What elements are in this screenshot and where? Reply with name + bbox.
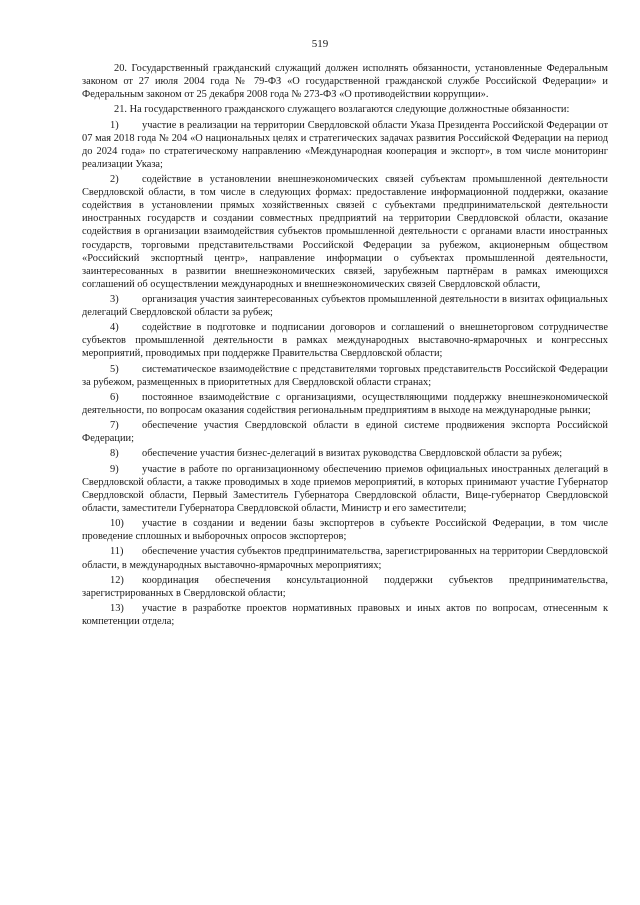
paragraph-text: 20. Государственный гражданский служащий должен исполнять обязанности, установленные Федеральным законом от 27 июля 2004 года № 79-ФЗ «О государственной гражданской службе Российской Федерации» и Федеральным законом от 25 декабря 2008 года № 273-ФЗ «О противодействии коррупции». [82, 63, 608, 101]
list-item [82, 517, 608, 543]
item-number: 8) [110, 448, 119, 460]
item-number: 2) [110, 174, 119, 186]
item-number: 3) [110, 293, 119, 305]
item-number: 1) [110, 119, 119, 131]
item-text: обеспечение участия субъектов предпринимательства, зарегистрированных на территории Свердловской области, в международных выставочно-ярмарочных мероприятиях; [82, 546, 608, 571]
list-item [82, 419, 608, 445]
list-item [82, 293, 608, 319]
list-item [82, 574, 608, 600]
item-text: обеспечение участия бизнес-делегаций в визитах руководства Свердловской области за рубеж; [142, 448, 563, 460]
list-item [82, 321, 608, 360]
page-number: 519 [311, 38, 329, 50]
paragraph-20 [82, 62, 608, 101]
item-number: 5) [110, 363, 119, 375]
item-number: 4) [110, 322, 119, 334]
list-item [82, 363, 608, 389]
item-text: участие в создании и ведении базы экспортеров в субъекте Российской Федерации, в том числе проведение сплошных и выборочных опросов экспортеров; [82, 518, 608, 543]
item-number: 10) [110, 518, 124, 530]
item-text: обеспечение участия Свердловской области в единой системе продвижения экспорта Российской Федерации; [82, 420, 608, 445]
list-item [82, 545, 608, 571]
list-item [82, 463, 608, 515]
document-body [82, 62, 608, 630]
list-item [82, 173, 608, 291]
list-item [82, 602, 608, 628]
item-text: постоянное взаимодействие с организациями, осуществляющими поддержку внешнеэкономической деятельности, по вопросам оказания содействия региональным предприятиям в выходе на международные рынки; [82, 391, 608, 416]
item-text: участие в разработке проектов нормативных правовых и иных актов по вопросам, отнесенным к компетенции отдела; [82, 602, 608, 628]
item-text: координация обеспечения консультационной поддержки субъектов предпринимательства, зарегистрированных в Свердловской области; [82, 574, 608, 599]
item-number: 7) [110, 420, 119, 432]
list-item [82, 119, 608, 171]
item-text: участие в реализации на территории Свердловской области Указа Президента Российской Федерации от 07 мая 2018 года № 204 «О национальных целях и стратегических задачах развития Российской Федерации на период до 2024 года» по стратегическому направлению «Международная кооперация и экспорт», в том числе мониторинг реализации Указа; [82, 119, 608, 170]
item-number: 6) [110, 391, 119, 403]
item-number: 11) [110, 546, 124, 558]
list-item [82, 447, 608, 460]
item-text: участие в работе по организационному обеспечению приемов официальных иностранных делегаций в Свердловской области, а также проводимых в ходе приемов мероприятий, в которых принимают участие Губернатор Свердловской области, Первый Заместитель Губернатора Свердловской области, Вице-губернатор Свердловской области, заместители Губернатора Свердловской области, Министр и его заместители; [82, 463, 608, 514]
item-text: содействие в установлении внешнеэкономических связей субъектам промышленной деятельности Свердловской области, в том числе в следующих формах: предоставление информационной поддержки, оказание содействия в установлении прямых хозяйственных связей с субъектами предпринимательской деятельности иностранных государств и создании совместных предприятий на территории Свердловской области, оказание содействия в организации взаимодействия субъектов промышленной деятельности с органами власти иностранных государств, торговыми представительствами Российской Федерации за рубежом, акционерным обществом «Российский экспортный центр», направление информации о субъектах промышленной деятельности, заинтересованных в развитии внешнеэкономических связей, зарубежным партнёрам в рамках имеющихся соглашений об осуществлении международных и внешнеэкономических связей Свердловской области, [82, 174, 608, 290]
paragraph-text: 21. На государственного гражданского служащего возлагаются следующие должностные обязанности: [114, 104, 570, 116]
item-text: организация участия заинтересованных субъектов промышленной деятельности в визитах официальных делегаций Свердловской области за рубеж; [82, 293, 608, 319]
paragraph-21 [82, 103, 608, 116]
item-text: содействие в подготовке и подписании договоров и соглашений о внешнеторговом сотрудничестве субъектов промышленной деятельности в рамках международных выставочно-ярмарочных и конгрессных мероприятий, проводимых при поддержке Правительства Свердловской области; [82, 322, 608, 360]
list-item [82, 391, 608, 417]
item-number: 13) [110, 602, 124, 614]
item-number: 9) [110, 463, 119, 475]
item-number: 12) [110, 574, 124, 586]
item-text: систематическое взаимодействие с представителями торговых представительств Российской Федерации за рубежом, размещенных в приоритетных для Свердловской области странах; [82, 363, 608, 388]
